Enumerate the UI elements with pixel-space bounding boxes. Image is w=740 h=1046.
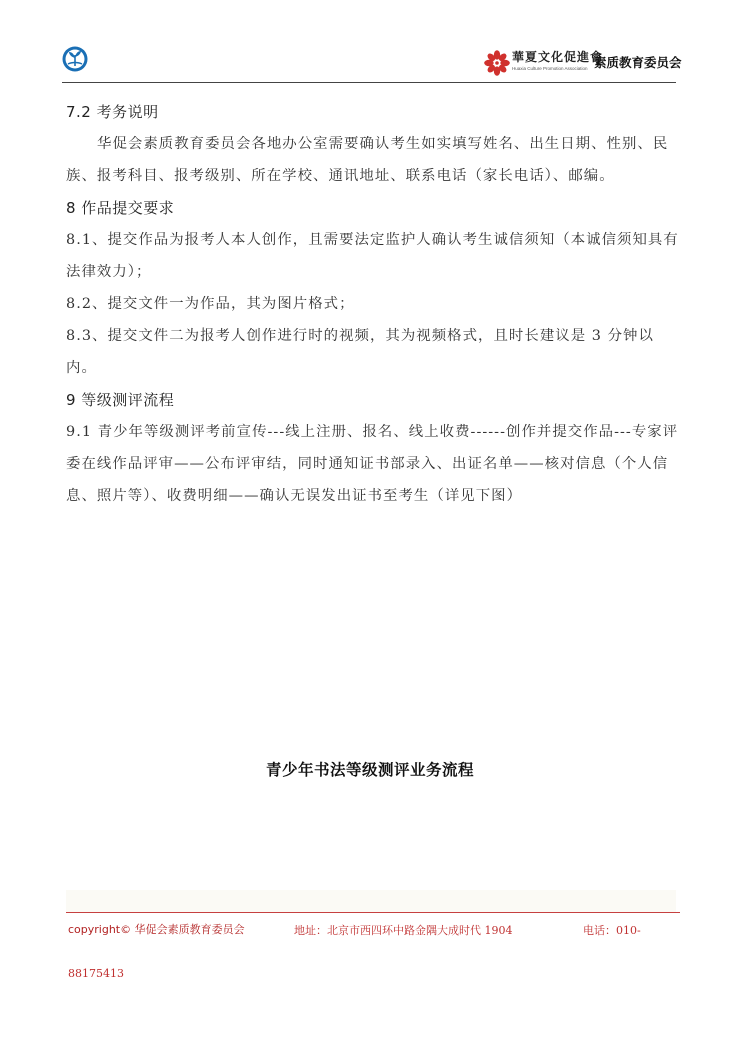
paragraph-8-3: 8.3、提交文件二为报考人创作进行时的视频，其为视频格式，且时长建议是 3 分钟以内。	[66, 328, 654, 376]
document-body	[66, 96, 681, 512]
section-heading-9: 9 等级测评流程	[66, 391, 175, 409]
paragraph-8-2: 8.2、提交文件一为作品，其为图片格式；	[66, 296, 355, 312]
footer-band	[66, 890, 676, 912]
footer-telephone-number: 88175413	[68, 967, 124, 980]
committee-name: 素质教育委员会	[594, 55, 682, 70]
footer-telephone-label: 电话：010-	[583, 924, 641, 937]
paragraph-9-1: 9.1 青少年等级测评考前宣传---线上注册、报名、线上收费------创作并提交作品---专家评委在线作品评审——公布评审结，同时通知证书部录入、出证名单——核对信息（个人信息、照片等）、收费明细——确认无误发出证书至考生（详见下图）	[66, 424, 679, 504]
footer-address: 地址：北京市西四环中路金隅大成时代 1904	[294, 924, 513, 937]
paragraph-exam-notes: 华促会素质教育委员会各地办公室需要确认考生如实填写姓名、出生日期、性别、民族、报考科目、报考级别、所在学校、通讯地址、联系电话（家长电话）、邮编。	[66, 136, 669, 184]
footer-copyright: copyright© 华促会素质教育委员会	[68, 923, 245, 936]
red-flower-seal-icon	[484, 50, 510, 76]
section-heading-8: 8 作品提交要求	[66, 199, 175, 217]
section-heading-7-2: 7.2 考务说明	[66, 103, 159, 121]
page-header	[0, 0, 740, 86]
header-divider	[62, 82, 676, 83]
flow-chart-title: 青少年书法等级测评业务流程	[265, 761, 474, 779]
brand-name-chinese: 華夏文化促進會	[512, 50, 604, 64]
footer-divider	[66, 912, 680, 913]
seedling-globe-icon	[62, 46, 88, 72]
brand-name-english: Huaxia Culture Promotion Association	[512, 66, 588, 71]
paragraph-8-1: 8.1、提交作品为报考人本人创作，且需要法定监护人确认考生诚信须知（本诚信须知具有法律效力）；	[66, 232, 679, 280]
